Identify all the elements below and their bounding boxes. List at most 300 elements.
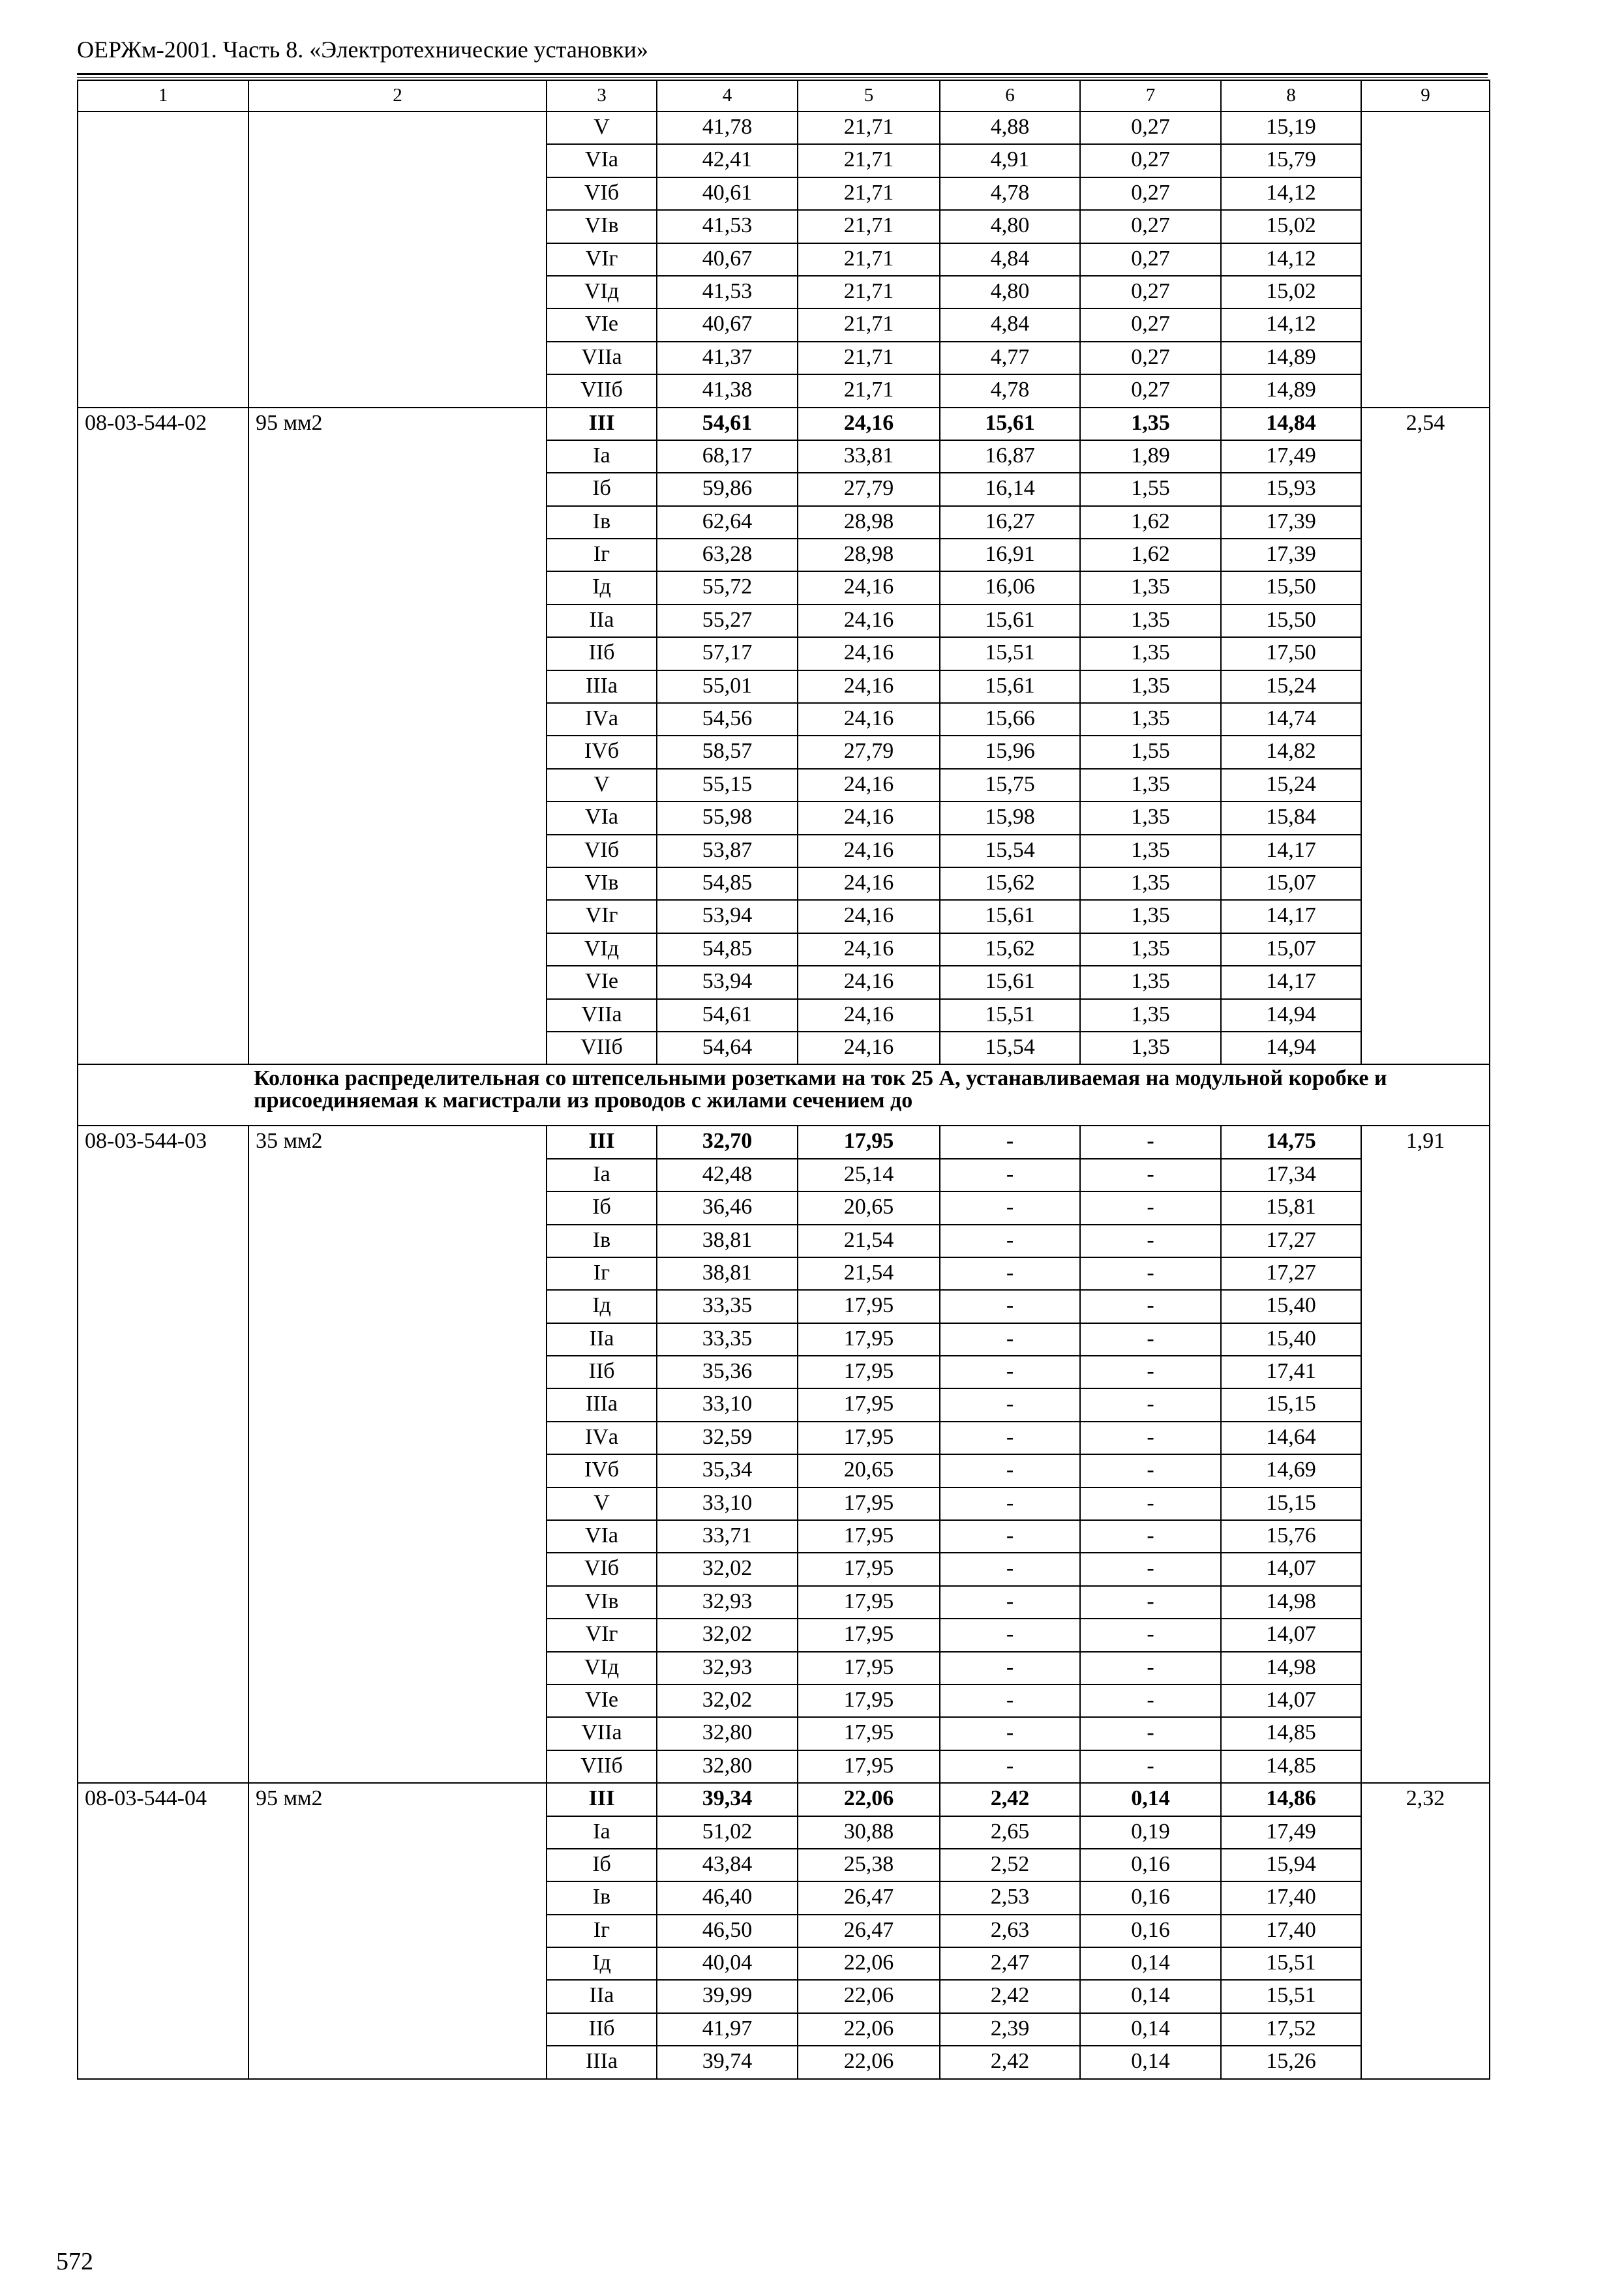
- value-cell: 54,61: [657, 999, 798, 1032]
- value-cell: 26,47: [798, 1915, 940, 1947]
- value-cell: 14,94: [1221, 1032, 1361, 1064]
- value-cell: 15,98: [940, 801, 1080, 834]
- cross-section: 35 мм2: [248, 1126, 547, 1783]
- value-cell: -: [1080, 1717, 1221, 1750]
- column-number: 5: [798, 80, 940, 112]
- value-cell: -: [940, 1159, 1080, 1191]
- value-cell: 17,95: [798, 1520, 940, 1553]
- territory-zone: IVб: [547, 1454, 657, 1487]
- value-cell: 55,15: [657, 769, 798, 801]
- territory-zone: VIе: [547, 966, 657, 998]
- value-cell: 53,94: [657, 900, 798, 933]
- territory-zone: III: [547, 1783, 657, 1816]
- value-cell: -: [940, 1684, 1080, 1717]
- value-cell: 14,12: [1221, 308, 1361, 341]
- value-cell: 33,35: [657, 1290, 798, 1323]
- value-cell: 0,14: [1080, 1783, 1221, 1816]
- value-cell: 17,27: [1221, 1257, 1361, 1290]
- territory-zone: VIIа: [547, 342, 657, 374]
- value-cell: 17,95: [798, 1652, 940, 1684]
- territory-zone: VIа: [547, 801, 657, 834]
- territory-zone: V: [547, 112, 657, 144]
- value-cell: 14,12: [1221, 177, 1361, 210]
- value-cell: 62,64: [657, 506, 798, 539]
- value-cell: 0,27: [1080, 308, 1221, 341]
- territory-zone: IVа: [547, 703, 657, 736]
- value-cell: 41,38: [657, 374, 798, 407]
- value-cell: 40,67: [657, 243, 798, 276]
- value-cell: -: [940, 1454, 1080, 1487]
- value-cell: 21,71: [798, 177, 940, 210]
- value-cell: 14,85: [1221, 1750, 1361, 1783]
- value-cell: 15,15: [1221, 1388, 1361, 1421]
- value-cell: 1,55: [1080, 736, 1221, 768]
- territory-zone: Iб: [547, 1849, 657, 1881]
- value-cell: 25,38: [798, 1849, 940, 1881]
- value-cell: 1,62: [1080, 539, 1221, 571]
- value-cell: 17,95: [798, 1619, 940, 1651]
- value-cell: 15,15: [1221, 1488, 1361, 1520]
- value-cell: 30,88: [798, 1816, 940, 1849]
- value-cell: 24,16: [798, 703, 940, 736]
- value-cell: 1,62: [1080, 506, 1221, 539]
- value-cell: 1,35: [1080, 670, 1221, 703]
- column-number: 8: [1221, 80, 1361, 112]
- value-cell: -: [940, 1225, 1080, 1257]
- value-cell: 14,74: [1221, 703, 1361, 736]
- value-cell: 16,87: [940, 440, 1080, 473]
- value-cell: 55,98: [657, 801, 798, 834]
- territory-zone: VIIа: [547, 999, 657, 1032]
- value-cell: 4,80: [940, 210, 1080, 243]
- territory-zone: Iг: [547, 1915, 657, 1947]
- rate-code: 08-03-544-04: [78, 1783, 248, 2079]
- territory-zone: Iв: [547, 1225, 657, 1257]
- value-cell: 0,27: [1080, 374, 1221, 407]
- value-cell: 32,59: [657, 1422, 798, 1454]
- value-cell: 1,35: [1080, 1032, 1221, 1064]
- value-cell: 54,64: [657, 1032, 798, 1064]
- value-cell: 14,75: [1221, 1126, 1361, 1158]
- value-cell: 4,91: [940, 144, 1080, 177]
- value-cell: 24,16: [798, 966, 940, 998]
- value-cell: -: [1080, 1225, 1221, 1257]
- group-title: Колонка распределительная со штепсельными розетками на ток 25 А, устанавливаемая на модульной коробке и присоединяемая к магистрали из проводов с жилами сечением до: [248, 1064, 1490, 1126]
- value-cell: 14,98: [1221, 1652, 1361, 1684]
- territory-zone: IIа: [547, 1323, 657, 1356]
- value-cell: 21,54: [798, 1225, 940, 1257]
- value-cell: 32,02: [657, 1684, 798, 1717]
- value-cell: 17,95: [798, 1553, 940, 1585]
- value-cell: -: [940, 1323, 1080, 1356]
- cross-section: 95 мм2: [248, 1783, 547, 2079]
- value-cell: -: [1080, 1750, 1221, 1783]
- value-cell: -: [1080, 1126, 1221, 1158]
- value-cell: -: [940, 1652, 1080, 1684]
- value-cell: 42,41: [657, 144, 798, 177]
- value-cell: 1,35: [1080, 605, 1221, 637]
- value-cell: -: [940, 1553, 1080, 1585]
- value-cell: 17,95: [798, 1323, 940, 1356]
- value-cell: 24,16: [798, 670, 940, 703]
- value-cell: 33,71: [657, 1520, 798, 1553]
- value-cell: -: [1080, 1356, 1221, 1388]
- value-cell: 21,71: [798, 144, 940, 177]
- value-cell: 20,65: [798, 1454, 940, 1487]
- value-cell: 15,54: [940, 1032, 1080, 1064]
- territory-zone: VIIб: [547, 1750, 657, 1783]
- value-cell: 54,56: [657, 703, 798, 736]
- labor-cost: 2,32: [1361, 1783, 1490, 2079]
- value-cell: 36,46: [657, 1191, 798, 1224]
- value-cell: 14,86: [1221, 1783, 1361, 1816]
- value-cell: 41,53: [657, 210, 798, 243]
- table-row: [78, 112, 1490, 144]
- value-cell: 2,63: [940, 1915, 1080, 1947]
- value-cell: 17,95: [798, 1126, 940, 1158]
- value-cell: 14,17: [1221, 900, 1361, 933]
- territory-zone: VIг: [547, 1619, 657, 1651]
- value-cell: 15,75: [940, 769, 1080, 801]
- value-cell: 15,79: [1221, 144, 1361, 177]
- value-cell: 41,53: [657, 276, 798, 308]
- territory-zone: VIа: [547, 144, 657, 177]
- value-cell: 1,35: [1080, 769, 1221, 801]
- value-cell: 15,50: [1221, 605, 1361, 637]
- value-cell: 17,52: [1221, 2013, 1361, 2046]
- value-cell: 0,14: [1080, 2013, 1221, 2046]
- value-cell: 16,27: [940, 506, 1080, 539]
- value-cell: 17,27: [1221, 1225, 1361, 1257]
- value-cell: 1,35: [1080, 571, 1221, 604]
- value-cell: 14,89: [1221, 342, 1361, 374]
- territory-zone: IVа: [547, 1422, 657, 1454]
- value-cell: 15,61: [940, 605, 1080, 637]
- value-cell: 1,35: [1080, 703, 1221, 736]
- value-cell: -: [940, 1356, 1080, 1388]
- column-number: 1: [78, 80, 248, 112]
- column-number: 2: [248, 80, 547, 112]
- territory-zone: Iд: [547, 1290, 657, 1323]
- value-cell: -: [1080, 1684, 1221, 1717]
- value-cell: 0,27: [1080, 210, 1221, 243]
- value-cell: 14,94: [1221, 999, 1361, 1032]
- value-cell: 15,07: [1221, 867, 1361, 900]
- value-cell: 15,94: [1221, 1849, 1361, 1881]
- value-cell: 24,16: [798, 637, 940, 670]
- territory-zone: Iа: [547, 1816, 657, 1849]
- value-cell: -: [940, 1191, 1080, 1224]
- value-cell: 38,81: [657, 1225, 798, 1257]
- territory-zone: VIв: [547, 1586, 657, 1619]
- value-cell: 4,88: [940, 112, 1080, 144]
- value-cell: 40,67: [657, 308, 798, 341]
- value-cell: 0,14: [1080, 1947, 1221, 1980]
- territory-zone: VIв: [547, 210, 657, 243]
- value-cell: -: [1080, 1586, 1221, 1619]
- value-cell: 15,40: [1221, 1323, 1361, 1356]
- territory-zone: VIа: [547, 1520, 657, 1553]
- value-cell: 24,16: [798, 605, 940, 637]
- value-cell: 33,10: [657, 1388, 798, 1421]
- value-cell: 43,84: [657, 1849, 798, 1881]
- value-cell: 17,95: [798, 1717, 940, 1750]
- value-cell: 21,71: [798, 210, 940, 243]
- table-row: [78, 1126, 1490, 1158]
- value-cell: 41,37: [657, 342, 798, 374]
- column-number: 4: [657, 80, 798, 112]
- value-cell: 40,61: [657, 177, 798, 210]
- value-cell: 17,95: [798, 1388, 940, 1421]
- value-cell: -: [1080, 1191, 1221, 1224]
- value-cell: 15,66: [940, 703, 1080, 736]
- value-cell: 17,40: [1221, 1915, 1361, 1947]
- value-cell: 25,14: [798, 1159, 940, 1191]
- value-cell: 2,42: [940, 1783, 1080, 1816]
- value-cell: 24,16: [798, 933, 940, 966]
- territory-zone: VIб: [547, 835, 657, 867]
- value-cell: 14,69: [1221, 1454, 1361, 1487]
- territory-zone: VIе: [547, 1684, 657, 1717]
- value-cell: 15,02: [1221, 276, 1361, 308]
- value-cell: 22,06: [798, 1783, 940, 1816]
- value-cell: 0,16: [1080, 1881, 1221, 1914]
- territory-zone: VIб: [547, 177, 657, 210]
- value-cell: 15,61: [940, 408, 1080, 440]
- value-cell: 16,14: [940, 473, 1080, 505]
- value-cell: -: [940, 1619, 1080, 1651]
- page-number: 572: [56, 2248, 93, 2275]
- value-cell: 54,85: [657, 867, 798, 900]
- group-title-spacer: [78, 1064, 248, 1126]
- value-cell: -: [1080, 1290, 1221, 1323]
- territory-zone: V: [547, 1488, 657, 1520]
- value-cell: 22,06: [798, 2046, 940, 2078]
- value-cell: 2,39: [940, 2013, 1080, 2046]
- value-cell: 0,27: [1080, 342, 1221, 374]
- table-body: [78, 80, 1490, 2079]
- value-cell: 21,71: [798, 276, 940, 308]
- territory-zone: VIе: [547, 308, 657, 341]
- territory-zone: Iв: [547, 1881, 657, 1914]
- value-cell: 17,39: [1221, 539, 1361, 571]
- value-cell: 0,14: [1080, 1980, 1221, 2012]
- cross-section: [248, 112, 547, 408]
- value-cell: 22,06: [798, 1947, 940, 1980]
- value-cell: 17,95: [798, 1356, 940, 1388]
- territory-zone: Iб: [547, 1191, 657, 1224]
- territory-zone: VIб: [547, 1553, 657, 1585]
- value-cell: -: [1080, 1520, 1221, 1553]
- value-cell: -: [940, 1126, 1080, 1158]
- value-cell: 32,70: [657, 1126, 798, 1158]
- cross-section: 95 мм2: [248, 408, 547, 1065]
- value-cell: 1,35: [1080, 966, 1221, 998]
- value-cell: 15,51: [1221, 1980, 1361, 2012]
- value-cell: 35,36: [657, 1356, 798, 1388]
- value-cell: 1,35: [1080, 408, 1221, 440]
- territory-zone: IIIа: [547, 2046, 657, 2078]
- value-cell: 24,16: [798, 571, 940, 604]
- value-cell: -: [940, 1257, 1080, 1290]
- value-cell: 1,35: [1080, 999, 1221, 1032]
- value-cell: 15,62: [940, 933, 1080, 966]
- value-cell: 4,78: [940, 374, 1080, 407]
- value-cell: 58,57: [657, 736, 798, 768]
- value-cell: -: [940, 1717, 1080, 1750]
- value-cell: 15,51: [940, 999, 1080, 1032]
- value-cell: 15,07: [1221, 933, 1361, 966]
- value-cell: 15,19: [1221, 112, 1361, 144]
- territory-zone: VIIб: [547, 374, 657, 407]
- value-cell: 33,10: [657, 1488, 798, 1520]
- value-cell: 15,54: [940, 835, 1080, 867]
- value-cell: -: [1080, 1619, 1221, 1651]
- value-cell: -: [1080, 1422, 1221, 1454]
- column-number: 7: [1080, 80, 1221, 112]
- territory-zone: VIг: [547, 243, 657, 276]
- value-cell: -: [940, 1290, 1080, 1323]
- value-cell: -: [940, 1520, 1080, 1553]
- value-cell: 55,27: [657, 605, 798, 637]
- value-cell: 4,84: [940, 308, 1080, 341]
- column-number-row: [78, 80, 1490, 112]
- value-cell: 14,07: [1221, 1619, 1361, 1651]
- value-cell: 14,84: [1221, 408, 1361, 440]
- value-cell: 14,07: [1221, 1684, 1361, 1717]
- value-cell: 0,16: [1080, 1915, 1221, 1947]
- value-cell: 21,54: [798, 1257, 940, 1290]
- value-cell: 24,16: [798, 408, 940, 440]
- value-cell: 24,16: [798, 801, 940, 834]
- territory-zone: VIд: [547, 933, 657, 966]
- value-cell: 14,98: [1221, 1586, 1361, 1619]
- value-cell: 54,85: [657, 933, 798, 966]
- labor-cost: 1,91: [1361, 1126, 1490, 1783]
- value-cell: 15,24: [1221, 769, 1361, 801]
- value-cell: 46,40: [657, 1881, 798, 1914]
- value-cell: 59,86: [657, 473, 798, 505]
- table-row: [78, 1783, 1490, 1816]
- value-cell: 1,35: [1080, 900, 1221, 933]
- value-cell: 17,95: [798, 1586, 940, 1619]
- value-cell: 17,49: [1221, 1816, 1361, 1849]
- value-cell: 2,53: [940, 1881, 1080, 1914]
- value-cell: 17,41: [1221, 1356, 1361, 1388]
- value-cell: 2,42: [940, 1980, 1080, 2012]
- value-cell: 15,40: [1221, 1290, 1361, 1323]
- value-cell: 4,84: [940, 243, 1080, 276]
- value-cell: 16,06: [940, 571, 1080, 604]
- value-cell: 15,02: [1221, 210, 1361, 243]
- value-cell: 4,78: [940, 177, 1080, 210]
- value-cell: 2,47: [940, 1947, 1080, 1980]
- value-cell: 22,06: [798, 1980, 940, 2012]
- value-cell: -: [940, 1488, 1080, 1520]
- header-rule: [77, 73, 1488, 75]
- value-cell: 27,79: [798, 736, 940, 768]
- territory-zone: Iв: [547, 506, 657, 539]
- value-cell: 28,98: [798, 506, 940, 539]
- value-cell: 1,35: [1080, 835, 1221, 867]
- value-cell: -: [1080, 1488, 1221, 1520]
- value-cell: 0,27: [1080, 276, 1221, 308]
- value-cell: 26,47: [798, 1881, 940, 1914]
- value-cell: -: [1080, 1323, 1221, 1356]
- value-cell: 17,95: [798, 1488, 940, 1520]
- value-cell: 63,28: [657, 539, 798, 571]
- value-cell: 20,65: [798, 1191, 940, 1224]
- territory-zone: IIа: [547, 1980, 657, 2012]
- value-cell: 15,62: [940, 867, 1080, 900]
- territory-zone: IVб: [547, 736, 657, 768]
- value-cell: 21,71: [798, 308, 940, 341]
- value-cell: 53,94: [657, 966, 798, 998]
- value-cell: 42,48: [657, 1159, 798, 1191]
- territory-zone: IIб: [547, 1356, 657, 1388]
- territory-zone: Iд: [547, 1947, 657, 1980]
- territory-zone: III: [547, 408, 657, 440]
- value-cell: 1,35: [1080, 637, 1221, 670]
- value-cell: 1,89: [1080, 440, 1221, 473]
- table-row: [78, 408, 1490, 440]
- value-cell: 32,93: [657, 1586, 798, 1619]
- value-cell: 24,16: [798, 900, 940, 933]
- value-cell: 0,16: [1080, 1849, 1221, 1881]
- value-cell: 17,50: [1221, 637, 1361, 670]
- value-cell: -: [940, 1422, 1080, 1454]
- territory-zone: Iа: [547, 440, 657, 473]
- value-cell: -: [1080, 1257, 1221, 1290]
- value-cell: -: [1080, 1454, 1221, 1487]
- value-cell: 0,27: [1080, 112, 1221, 144]
- value-cell: 15,81: [1221, 1191, 1361, 1224]
- value-cell: 41,97: [657, 2013, 798, 2046]
- value-cell: 17,95: [798, 1290, 940, 1323]
- value-cell: 40,04: [657, 1947, 798, 1980]
- value-cell: 1,35: [1080, 801, 1221, 834]
- value-cell: 1,35: [1080, 933, 1221, 966]
- column-number: 9: [1361, 80, 1490, 112]
- territory-zone: Iб: [547, 473, 657, 505]
- value-cell: 17,39: [1221, 506, 1361, 539]
- value-cell: 68,17: [657, 440, 798, 473]
- territory-zone: Iа: [547, 1159, 657, 1191]
- value-cell: 17,49: [1221, 440, 1361, 473]
- value-cell: 14,82: [1221, 736, 1361, 768]
- value-cell: 16,91: [940, 539, 1080, 571]
- value-cell: 27,79: [798, 473, 940, 505]
- value-cell: 32,02: [657, 1619, 798, 1651]
- value-cell: 21,71: [798, 374, 940, 407]
- value-cell: 35,34: [657, 1454, 798, 1487]
- territory-zone: III: [547, 1126, 657, 1158]
- value-cell: 0,27: [1080, 177, 1221, 210]
- value-cell: 57,17: [657, 637, 798, 670]
- territory-zone: VIд: [547, 1652, 657, 1684]
- value-cell: 33,35: [657, 1323, 798, 1356]
- value-cell: 24,16: [798, 1032, 940, 1064]
- value-cell: 32,93: [657, 1652, 798, 1684]
- value-cell: -: [940, 1586, 1080, 1619]
- rate-code: 08-03-544-02: [78, 408, 248, 1065]
- value-cell: 24,16: [798, 867, 940, 900]
- territory-zone: IIб: [547, 637, 657, 670]
- labor-cost: 2,54: [1361, 408, 1490, 1065]
- value-cell: 24,16: [798, 835, 940, 867]
- territory-zone: VIг: [547, 900, 657, 933]
- rate-code: [78, 112, 248, 408]
